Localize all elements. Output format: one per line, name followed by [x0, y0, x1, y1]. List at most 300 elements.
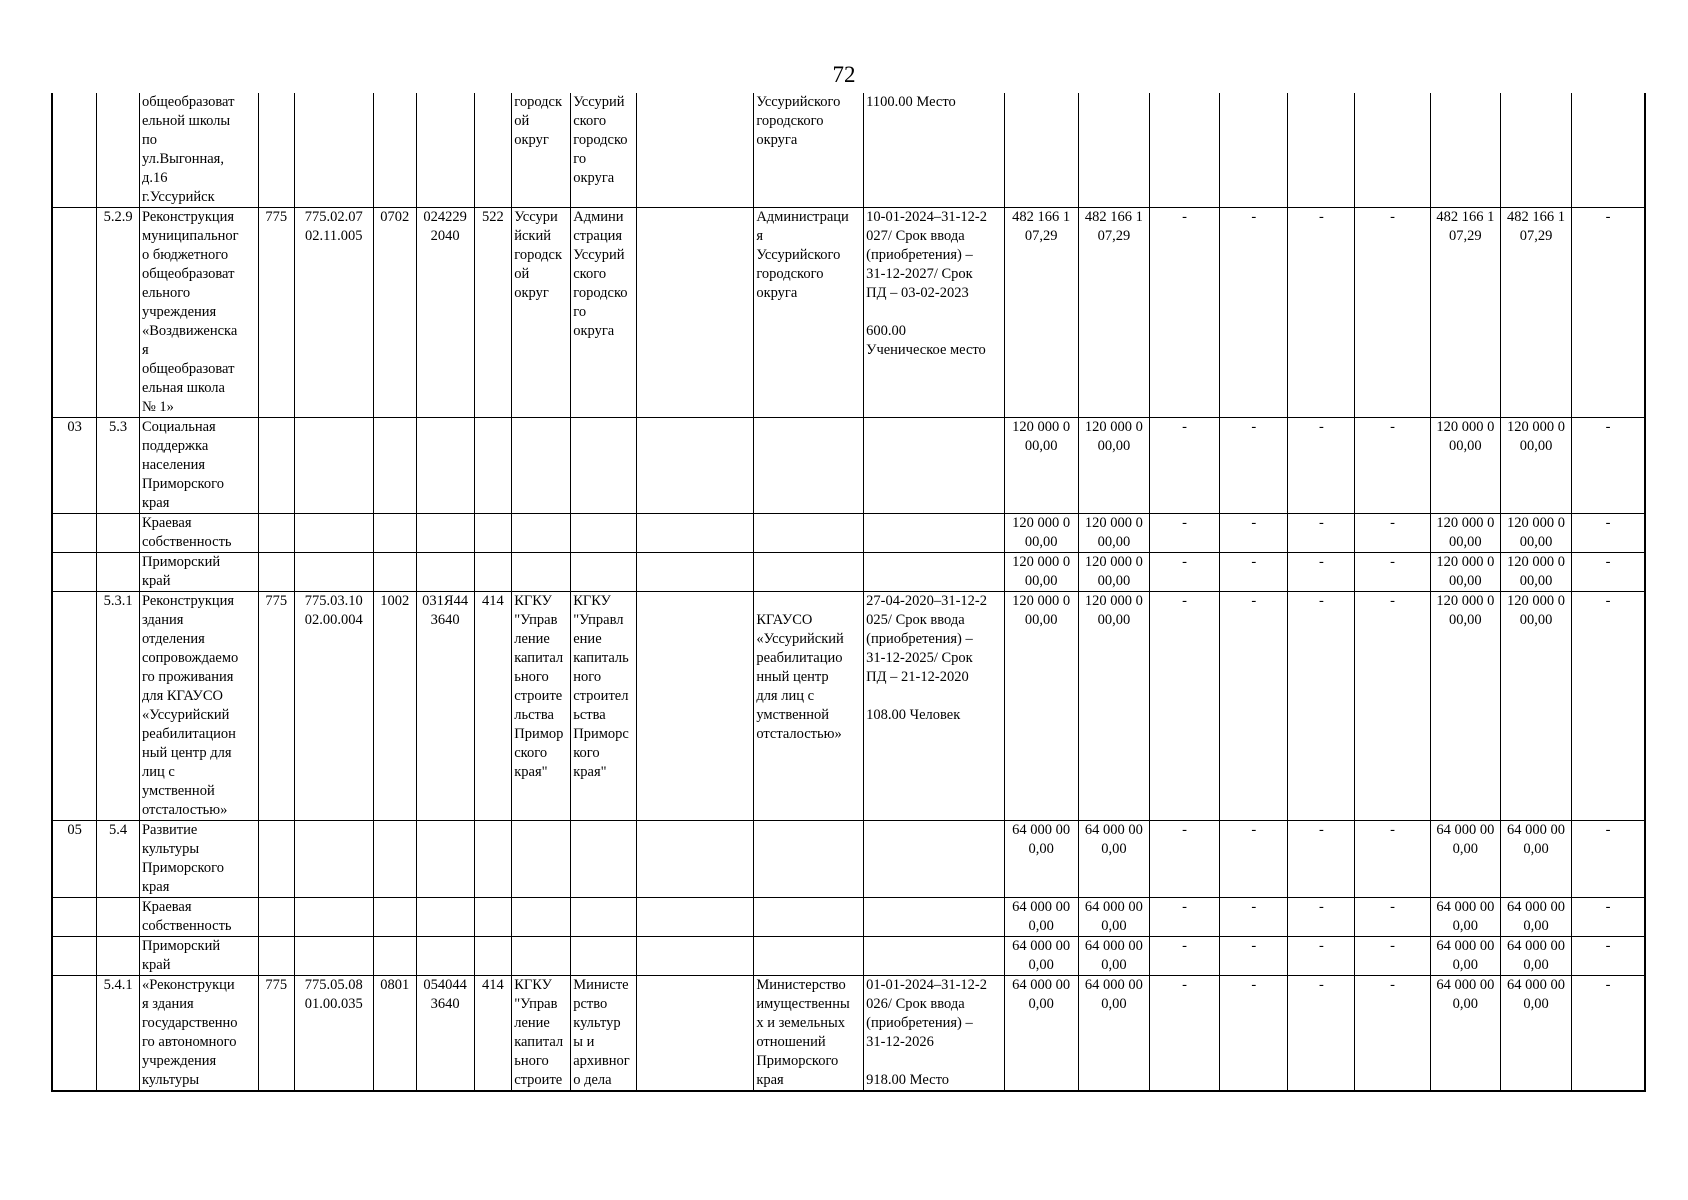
- owner-cell: [754, 976, 864, 1092]
- planned-volume-cell: [1078, 208, 1149, 418]
- customer-cell: [512, 898, 571, 937]
- term-capacity: 10-01-2024–31-12-2 027/ Срок ввода (приобретения) – 31-12-2027/ Срок ПД – 03-02-2023 600.00 Ученическое место: [866, 209, 987, 358]
- value-col-8-cell: [1500, 514, 1571, 553]
- target-article-cell: [416, 592, 474, 821]
- value-col-9-cell: [1572, 514, 1645, 553]
- total-cost-cell: [1004, 418, 1078, 514]
- value-col-3-cell: [1150, 208, 1220, 418]
- value-col-3: -: [1182, 515, 1188, 531]
- object-name-cell: [139, 898, 258, 937]
- total-cost: 64 000 00 0,00: [1012, 938, 1071, 973]
- object-name-cell: [139, 418, 258, 514]
- section-code-cell: [373, 937, 416, 976]
- object-code-cell: [294, 553, 373, 592]
- object-name-cell: [139, 976, 258, 1092]
- value-col-7: 120 000 0 00,00: [1436, 515, 1495, 550]
- value-col-6: -: [1390, 554, 1395, 570]
- total-cost: 120 000 0 00,00: [1012, 593, 1071, 628]
- object-name: Реконструкция муниципальног о бюджетного общеобразоват ельного учреждения «Воздвиженска я общеобразоват ельная школа № 1»: [141, 209, 239, 415]
- value-col-6-cell: [1355, 208, 1430, 418]
- value-col-4-cell: [1220, 937, 1288, 976]
- value-col-4: -: [1251, 554, 1257, 570]
- row-number: 5.3: [109, 419, 128, 435]
- value-col-3-cell: [1150, 976, 1220, 1092]
- table-row: [52, 553, 1645, 592]
- row-number-cell: [97, 898, 140, 937]
- row-code-cell: [52, 418, 97, 514]
- value-col-4: -: [1251, 209, 1257, 225]
- term-capacity-cell: [864, 821, 1004, 898]
- value-col-8: 64 000 00 0,00: [1507, 822, 1565, 857]
- empty-col-cell: [637, 93, 754, 208]
- target-article-cell: [416, 93, 474, 208]
- page-number: 72: [832, 62, 856, 87]
- object-code: 775.03.10 02.00.004: [304, 593, 363, 628]
- target-article-cell: [416, 821, 474, 898]
- value-col-7: 64 000 00 0,00: [1436, 899, 1495, 934]
- value-col-6-cell: [1355, 821, 1430, 898]
- table-body: [52, 93, 1645, 1091]
- object-code-cell: [294, 93, 373, 208]
- value-col-8: 120 000 0 00,00: [1507, 593, 1565, 628]
- section-code-cell: [373, 208, 416, 418]
- object-code-cell: [294, 976, 373, 1092]
- planned-volume-cell: [1078, 514, 1149, 553]
- value-col-5-cell: [1288, 208, 1355, 418]
- empty-col-cell: [637, 553, 754, 592]
- object-name: Краевая собственность: [141, 515, 232, 550]
- value-col-9: -: [1605, 938, 1611, 954]
- developer-cell: [571, 821, 637, 898]
- value-col-3-cell: [1150, 898, 1220, 937]
- value-col-8: 120 000 0 00,00: [1507, 515, 1565, 550]
- value-col-6: -: [1390, 938, 1395, 954]
- customer-cell: [512, 514, 571, 553]
- section-code-cell: [373, 418, 416, 514]
- expense-type-cell: [474, 514, 512, 553]
- value-col-6-cell: [1355, 514, 1430, 553]
- planned-volume-cell: [1078, 898, 1149, 937]
- grbs-code-cell: [258, 592, 294, 821]
- value-col-9-cell: [1572, 93, 1645, 208]
- value-col-3: -: [1182, 899, 1188, 915]
- value-col-8: 482 166 1 07,29: [1507, 209, 1565, 244]
- total-cost: 64 000 00 0,00: [1012, 899, 1071, 934]
- object-name: «Реконструкци я здания государственно го автономного учреждения культуры: [141, 977, 238, 1088]
- target-article-cell: [416, 898, 474, 937]
- planned-volume: 120 000 0 00,00: [1084, 419, 1143, 454]
- table-row: [52, 93, 1645, 208]
- planned-volume-cell: [1078, 592, 1149, 821]
- value-col-8-cell: [1500, 592, 1571, 821]
- row-number-cell: [97, 418, 140, 514]
- value-col-7: 64 000 00 0,00: [1436, 822, 1495, 857]
- value-col-5: -: [1318, 209, 1324, 225]
- owner: Уссурийского городского округа: [756, 94, 841, 148]
- developer: Министе рство культур ы и архивног о дела: [573, 977, 630, 1088]
- value-col-4: -: [1251, 938, 1257, 954]
- object-name: Развитие культуры Приморского края: [141, 822, 224, 895]
- value-col-9: -: [1605, 593, 1611, 609]
- total-cost-cell: [1004, 821, 1078, 898]
- developer-cell: [571, 898, 637, 937]
- owner-cell: [754, 93, 864, 208]
- owner: Администраци я Уссурийского городского округа: [756, 209, 849, 301]
- row-number-cell: [97, 976, 140, 1092]
- value-col-5-cell: [1288, 592, 1355, 821]
- row-code-cell: [52, 93, 97, 208]
- term-capacity-cell: [864, 898, 1004, 937]
- grbs-code-cell: [258, 93, 294, 208]
- owner-cell: [754, 553, 864, 592]
- expense-type-cell: [474, 553, 512, 592]
- total-cost: 64 000 00 0,00: [1012, 977, 1071, 1012]
- value-col-7-cell: [1430, 93, 1500, 208]
- value-col-4: -: [1251, 593, 1257, 609]
- object-code-cell: [294, 514, 373, 553]
- value-col-3-cell: [1150, 821, 1220, 898]
- empty-col-cell: [637, 937, 754, 976]
- value-col-5-cell: [1288, 93, 1355, 208]
- grbs-code: 775: [265, 593, 288, 609]
- value-col-6-cell: [1355, 592, 1430, 821]
- value-col-4: -: [1251, 515, 1257, 531]
- term-capacity: 1100.00 Место: [866, 94, 956, 110]
- section-code: 0801: [380, 977, 410, 993]
- value-col-3: -: [1182, 419, 1188, 435]
- value-col-8-cell: [1500, 898, 1571, 937]
- customer: КГКУ "Управ ление капитал ьного строите льства Примор ского края": [514, 593, 564, 780]
- term-capacity-cell: [864, 937, 1004, 976]
- total-cost-cell: [1004, 937, 1078, 976]
- table-row: [52, 937, 1645, 976]
- section-code-cell: [373, 898, 416, 937]
- value-col-5: -: [1318, 554, 1324, 570]
- planned-volume: 482 166 1 07,29: [1084, 209, 1143, 244]
- empty-col-cell: [637, 976, 754, 1092]
- total-cost-cell: [1004, 592, 1078, 821]
- section-code-cell: [373, 514, 416, 553]
- value-col-5-cell: [1288, 418, 1355, 514]
- developer: Уссурий ского городско го округа: [573, 94, 628, 186]
- owner-cell: [754, 418, 864, 514]
- value-col-9-cell: [1572, 976, 1645, 1092]
- grbs-code-cell: [258, 898, 294, 937]
- term-capacity: 27-04-2020–31-12-2 025/ Срок ввода (приобретения) – 31-12-2025/ Срок ПД – 21-12-2020 108.00 Человек: [866, 593, 987, 723]
- customer-cell: [512, 821, 571, 898]
- value-col-3: -: [1182, 593, 1188, 609]
- empty-col-cell: [637, 592, 754, 821]
- value-col-6: -: [1390, 515, 1395, 531]
- target-article-cell: [416, 208, 474, 418]
- total-cost-cell: [1004, 208, 1078, 418]
- value-col-5-cell: [1288, 553, 1355, 592]
- row-number-cell: [97, 937, 140, 976]
- value-col-3: -: [1182, 209, 1188, 225]
- section-code-cell: [373, 93, 416, 208]
- developer-cell: [571, 93, 637, 208]
- total-cost-cell: [1004, 976, 1078, 1092]
- value-col-8-cell: [1500, 418, 1571, 514]
- value-col-7: 64 000 00 0,00: [1436, 977, 1495, 1012]
- table-row: [52, 418, 1645, 514]
- grbs-code: 775: [265, 977, 288, 993]
- expense-type: 414: [482, 977, 504, 993]
- value-col-9: -: [1605, 822, 1611, 838]
- owner: Министерство имущественны х и земельных отношений Приморского края: [756, 977, 850, 1088]
- developer-cell: [571, 553, 637, 592]
- customer-cell: [512, 418, 571, 514]
- grbs-code-cell: [258, 821, 294, 898]
- grbs-code-cell: [258, 937, 294, 976]
- expense-type-cell: [474, 821, 512, 898]
- value-col-5-cell: [1288, 821, 1355, 898]
- customer-cell: [512, 937, 571, 976]
- total-cost: 120 000 0 00,00: [1012, 515, 1071, 550]
- value-col-5-cell: [1288, 898, 1355, 937]
- row-number-cell: [97, 514, 140, 553]
- row-number-cell: [97, 553, 140, 592]
- object-name-cell: [139, 937, 258, 976]
- value-col-4: -: [1251, 419, 1257, 435]
- table-row: [52, 514, 1645, 553]
- value-col-3-cell: [1150, 937, 1220, 976]
- target-article: 054044 3640: [423, 977, 467, 1012]
- value-col-3: -: [1182, 938, 1188, 954]
- owner-cell: [754, 821, 864, 898]
- object-name: Краевая собственность: [141, 899, 232, 934]
- value-col-4-cell: [1220, 821, 1288, 898]
- target-article-cell: [416, 937, 474, 976]
- target-article-cell: [416, 976, 474, 1092]
- value-col-9: -: [1605, 977, 1611, 993]
- value-col-8: 120 000 0 00,00: [1507, 419, 1565, 454]
- value-col-7-cell: [1430, 553, 1500, 592]
- object-code-cell: [294, 937, 373, 976]
- section-code-cell: [373, 976, 416, 1092]
- object-code-cell: [294, 592, 373, 821]
- value-col-7-cell: [1430, 514, 1500, 553]
- table-row: [52, 821, 1645, 898]
- value-col-5: -: [1318, 515, 1324, 531]
- row-code-cell: [52, 821, 97, 898]
- total-cost: 482 166 1 07,29: [1012, 209, 1071, 244]
- object-name: общеобразоват ельной школы по ул.Выгонная, д.16 г.Уссурийск: [141, 94, 235, 205]
- target-article: 024229 2040: [423, 209, 467, 244]
- grbs-code: 775: [265, 209, 288, 225]
- value-col-8-cell: [1500, 93, 1571, 208]
- value-col-6-cell: [1355, 93, 1430, 208]
- value-col-4-cell: [1220, 553, 1288, 592]
- value-col-8: 64 000 00 0,00: [1507, 938, 1565, 973]
- value-col-7: 120 000 0 00,00: [1436, 419, 1495, 454]
- planned-volume: 120 000 0 00,00: [1084, 515, 1143, 550]
- object-code-cell: [294, 418, 373, 514]
- customer-cell: [512, 553, 571, 592]
- object-code-cell: [294, 821, 373, 898]
- row-number: 5.3.1: [103, 593, 133, 609]
- value-col-8-cell: [1500, 821, 1571, 898]
- value-col-7-cell: [1430, 898, 1500, 937]
- value-col-9-cell: [1572, 821, 1645, 898]
- value-col-9: -: [1605, 419, 1611, 435]
- empty-col-cell: [637, 514, 754, 553]
- value-col-5-cell: [1288, 937, 1355, 976]
- grbs-code-cell: [258, 514, 294, 553]
- value-col-9-cell: [1572, 208, 1645, 418]
- planned-volume: 120 000 0 00,00: [1084, 593, 1143, 628]
- row-number: 5.4.1: [103, 977, 133, 993]
- owner-cell: [754, 208, 864, 418]
- planned-volume-cell: [1078, 418, 1149, 514]
- value-col-7: 120 000 0 00,00: [1436, 554, 1495, 589]
- target-article-cell: [416, 553, 474, 592]
- customer-cell: [512, 592, 571, 821]
- value-col-7: 482 166 1 07,29: [1436, 209, 1495, 244]
- object-name: Реконструкция здания отделения сопровождаемо го проживания для КГАУСО «Уссурийский реабилитацион ный центр для лиц с умственной отсталостью»: [141, 593, 239, 818]
- grbs-code-cell: [258, 208, 294, 418]
- value-col-9-cell: [1572, 937, 1645, 976]
- row-code: 03: [67, 419, 82, 435]
- value-col-3-cell: [1150, 553, 1220, 592]
- value-col-3-cell: [1150, 592, 1220, 821]
- planned-volume: 120 000 0 00,00: [1084, 554, 1143, 589]
- empty-col-cell: [637, 208, 754, 418]
- value-col-9: -: [1605, 554, 1611, 570]
- row-code-cell: [52, 514, 97, 553]
- value-col-7-cell: [1430, 208, 1500, 418]
- value-col-7: 120 000 0 00,00: [1436, 593, 1495, 628]
- customer-cell: [512, 93, 571, 208]
- value-col-5: -: [1318, 899, 1324, 915]
- total-cost: 120 000 0 00,00: [1012, 554, 1071, 589]
- table-row: [52, 592, 1645, 821]
- value-col-6-cell: [1355, 553, 1430, 592]
- total-cost: 64 000 00 0,00: [1012, 822, 1071, 857]
- value-col-9: -: [1605, 899, 1611, 915]
- value-col-7-cell: [1430, 937, 1500, 976]
- planned-volume-cell: [1078, 976, 1149, 1092]
- total-cost-cell: [1004, 514, 1078, 553]
- object-name-cell: [139, 821, 258, 898]
- value-col-4: -: [1251, 899, 1257, 915]
- row-number: 5.2.9: [103, 209, 133, 225]
- owner-cell: [754, 514, 864, 553]
- table-row: [52, 976, 1645, 1092]
- value-col-7-cell: [1430, 976, 1500, 1092]
- developer-cell: [571, 937, 637, 976]
- value-col-4: -: [1251, 822, 1257, 838]
- value-col-5: -: [1318, 419, 1324, 435]
- expense-type-cell: [474, 976, 512, 1092]
- object-name-cell: [139, 93, 258, 208]
- planned-volume-cell: [1078, 553, 1149, 592]
- value-col-3-cell: [1150, 418, 1220, 514]
- object-code: 775.05.08 01.00.035: [304, 977, 363, 1012]
- object-name-cell: [139, 514, 258, 553]
- section-code-cell: [373, 592, 416, 821]
- object-name: Приморский край: [141, 554, 221, 589]
- owner-cell: [754, 592, 864, 821]
- value-col-9-cell: [1572, 418, 1645, 514]
- expense-type-cell: [474, 937, 512, 976]
- target-article: 031Я44 3640: [422, 593, 469, 628]
- developer: КГКУ "Управл ение капиталь ного строител ьства Приморс кого края": [573, 593, 629, 780]
- section-code: 0702: [380, 209, 410, 225]
- value-col-7-cell: [1430, 418, 1500, 514]
- total-cost-cell: [1004, 898, 1078, 937]
- value-col-4-cell: [1220, 898, 1288, 937]
- row-code-cell: [52, 208, 97, 418]
- value-col-5-cell: [1288, 976, 1355, 1092]
- planned-volume: 64 000 00 0,00: [1084, 977, 1143, 1012]
- table-row: [52, 898, 1645, 937]
- row-number-cell: [97, 208, 140, 418]
- object-name-cell: [139, 208, 258, 418]
- value-col-9-cell: [1572, 898, 1645, 937]
- value-col-4-cell: [1220, 514, 1288, 553]
- value-col-6: -: [1390, 593, 1395, 609]
- customer-cell: [512, 976, 571, 1092]
- value-col-4-cell: [1220, 592, 1288, 821]
- term-capacity-cell: [864, 592, 1004, 821]
- target-article-cell: [416, 514, 474, 553]
- value-col-8-cell: [1500, 553, 1571, 592]
- object-code-cell: [294, 898, 373, 937]
- target-article-cell: [416, 418, 474, 514]
- term-capacity-cell: [864, 418, 1004, 514]
- developer-cell: [571, 418, 637, 514]
- value-col-9-cell: [1572, 553, 1645, 592]
- value-col-4: -: [1251, 977, 1257, 993]
- value-col-6-cell: [1355, 898, 1430, 937]
- value-col-3: -: [1182, 977, 1188, 993]
- planned-volume-cell: [1078, 937, 1149, 976]
- planned-volume: 64 000 00 0,00: [1084, 938, 1143, 973]
- row-number: 5.4: [109, 822, 128, 838]
- customer-cell: [512, 208, 571, 418]
- value-col-7: 64 000 00 0,00: [1436, 938, 1495, 973]
- planned-volume-cell: [1078, 93, 1149, 208]
- term-capacity: 01-01-2024–31-12-2 026/ Срок ввода (приобретения) – 31-12-2026 918.00 Место: [866, 977, 987, 1088]
- value-col-6: -: [1390, 822, 1395, 838]
- value-col-6-cell: [1355, 937, 1430, 976]
- total-cost: 120 000 0 00,00: [1012, 419, 1071, 454]
- section-code: 1002: [380, 593, 410, 609]
- value-col-3-cell: [1150, 514, 1220, 553]
- section-code-cell: [373, 553, 416, 592]
- value-col-9: -: [1605, 515, 1611, 531]
- grbs-code-cell: [258, 418, 294, 514]
- value-col-6-cell: [1355, 976, 1430, 1092]
- empty-col-cell: [637, 821, 754, 898]
- investment-objects-table: [51, 93, 1646, 1092]
- planned-volume: 64 000 00 0,00: [1084, 899, 1143, 934]
- value-col-5: -: [1318, 593, 1324, 609]
- planned-volume: 64 000 00 0,00: [1084, 822, 1143, 857]
- value-col-8-cell: [1500, 976, 1571, 1092]
- object-code-cell: [294, 208, 373, 418]
- value-col-4-cell: [1220, 93, 1288, 208]
- section-code-cell: [373, 821, 416, 898]
- value-col-8-cell: [1500, 937, 1571, 976]
- value-col-8: 120 000 0 00,00: [1507, 554, 1565, 589]
- row-code-cell: [52, 553, 97, 592]
- value-col-6-cell: [1355, 418, 1430, 514]
- value-col-3: -: [1182, 554, 1188, 570]
- row-number-cell: [97, 821, 140, 898]
- value-col-3-cell: [1150, 93, 1220, 208]
